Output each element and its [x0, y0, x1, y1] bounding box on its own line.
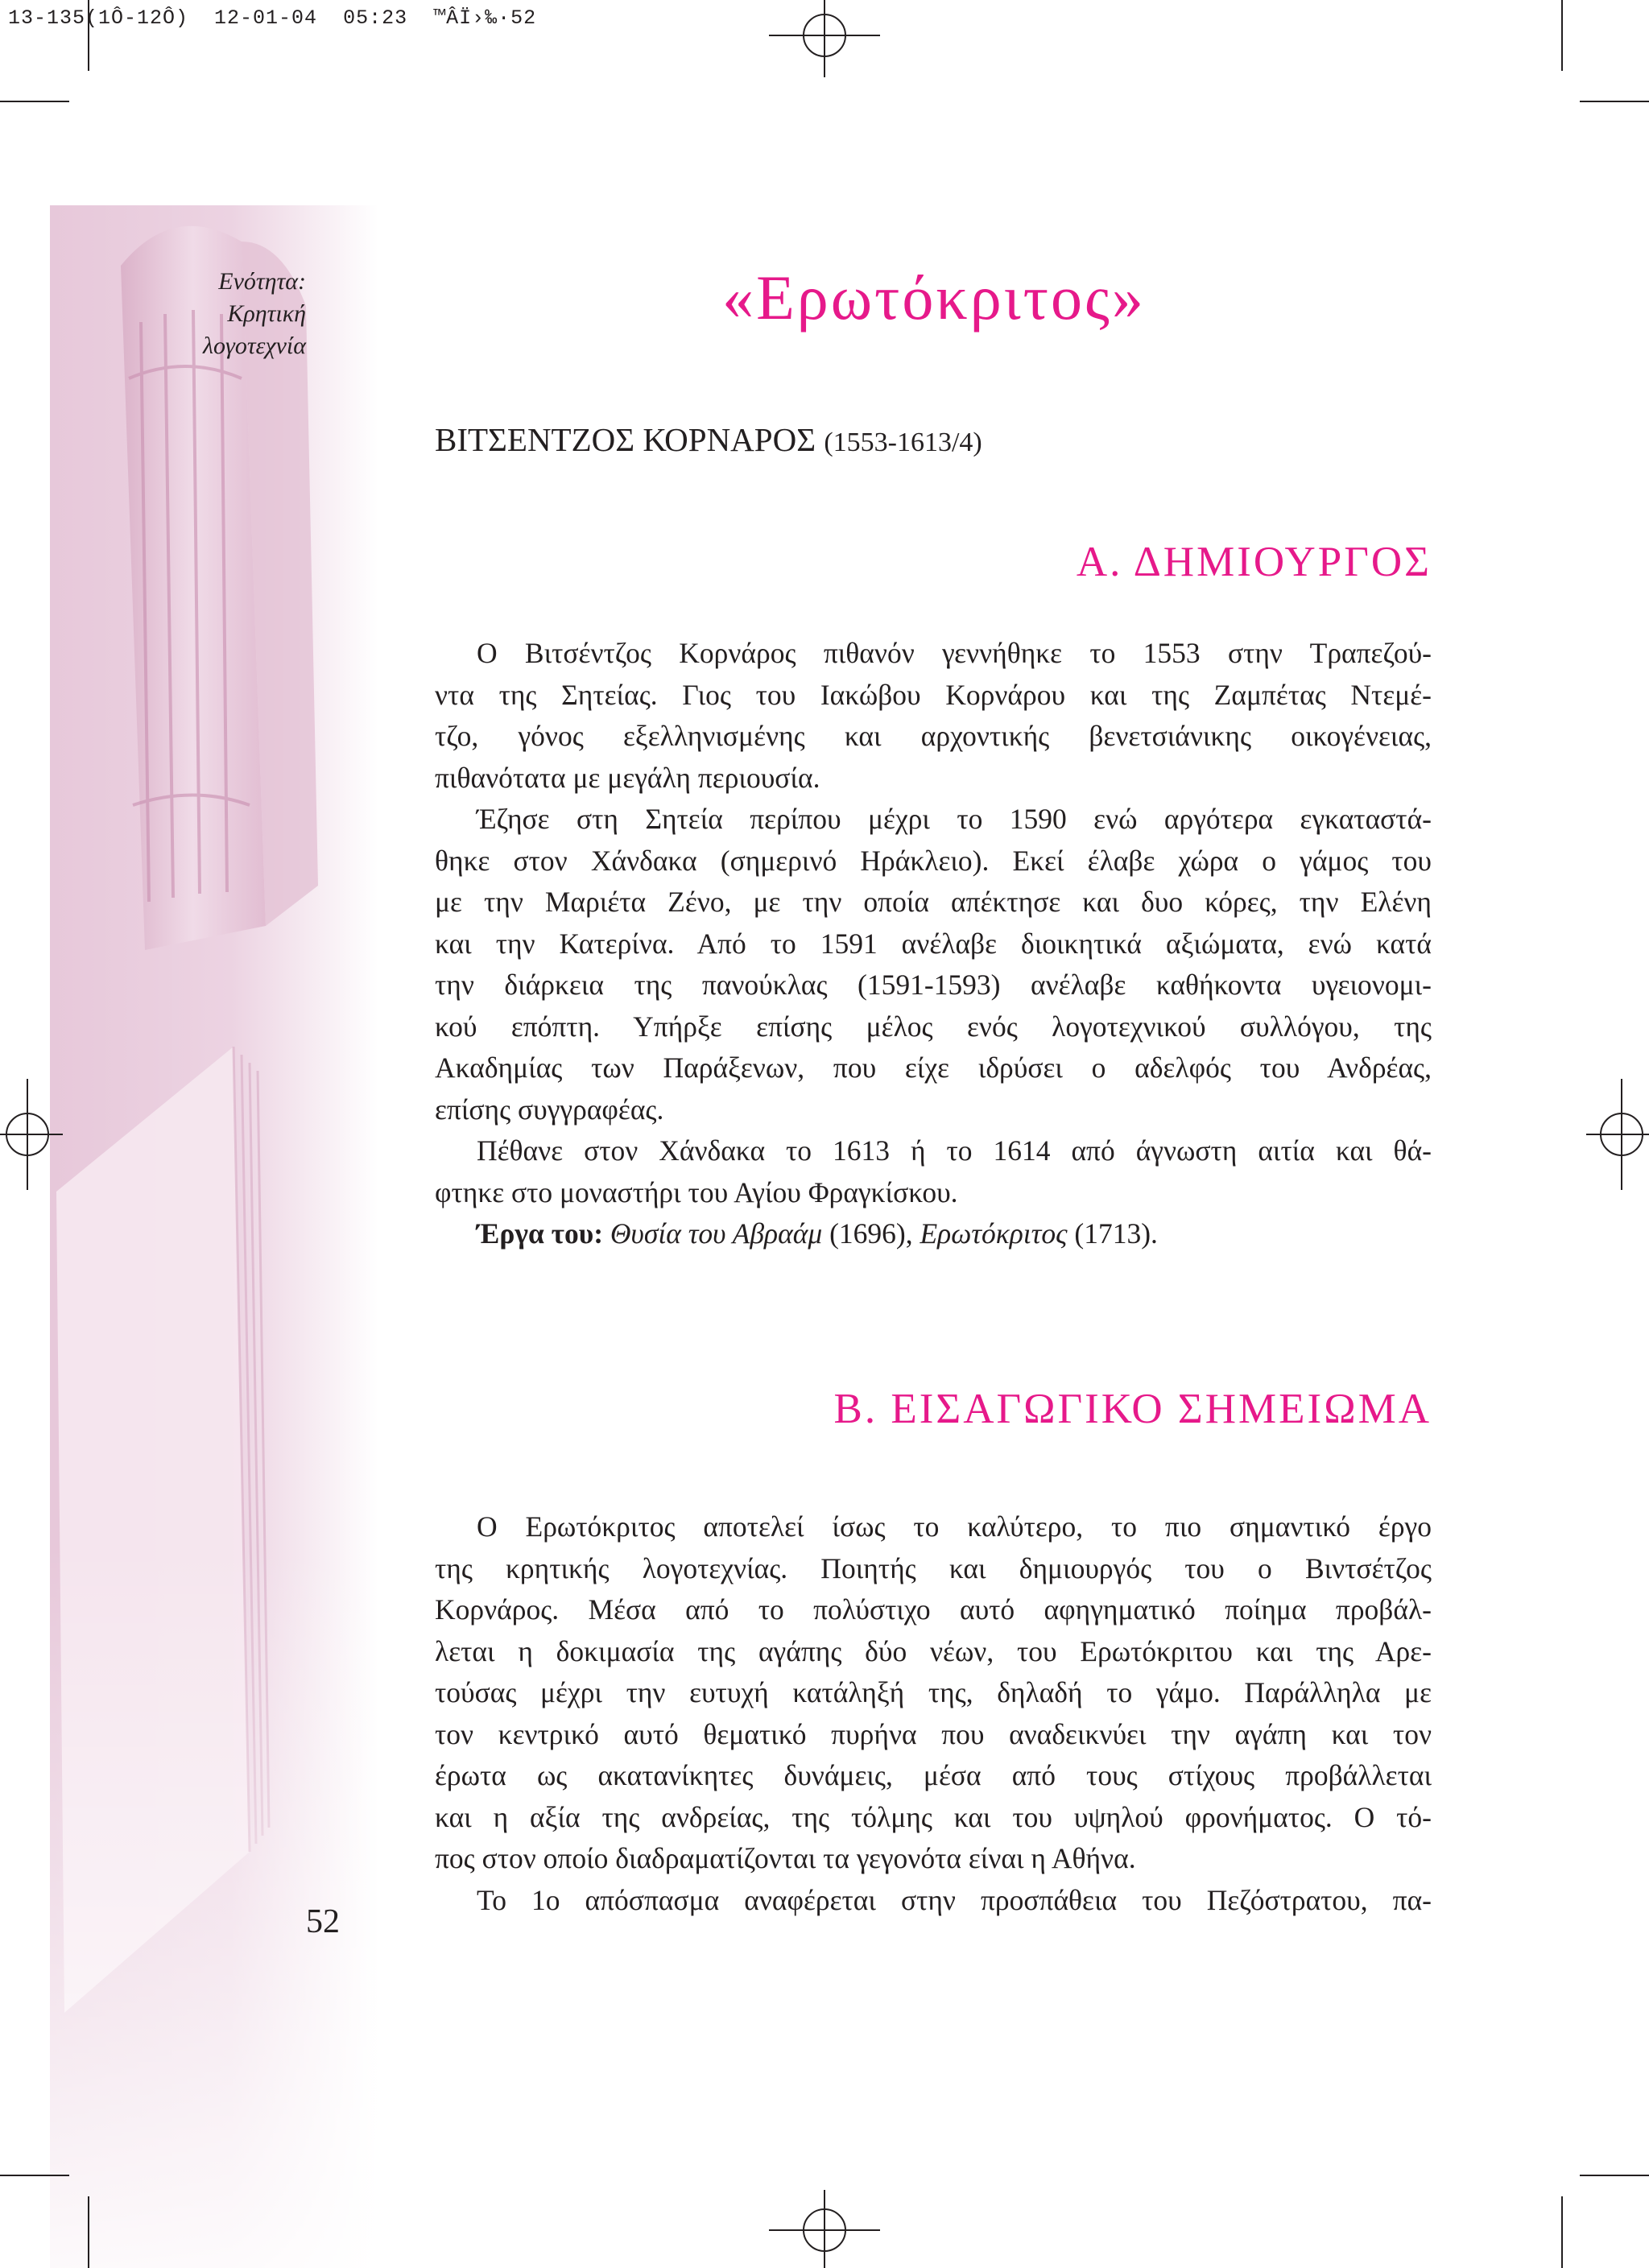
text-line: και η αξία της ανδρείας, της τόλμης και του υψηλού φρονήματος. Ο τό-	[435, 1800, 1432, 1833]
paragraph	[435, 1130, 1432, 1172]
text-line: θηκε στον Χάνδακα (σημερινό Ηράκλειο). Εκεί έλαβε χώρα ο γάμος του	[435, 844, 1432, 877]
section-a-heading: Α. ΔΗΜΙΟΥΡΓΟΣ	[1076, 539, 1432, 585]
text-line: φτηκε στο μοναστήρι του Αγίου Φραγκίσκου.	[435, 1175, 958, 1208]
works-label: Έργα του:	[477, 1217, 604, 1250]
text-line: Έζησε στη Σητεία περίπου μέχρι το 1590 ενώ αργότερα εγκαταστά-	[477, 803, 1432, 835]
text-line: πος στον οποίο διαδραματίζονται τα γεγονότα είναι η Αθήνα.	[435, 1842, 1136, 1874]
text-line: επίσης συγγραφέας.	[435, 1093, 664, 1126]
paragraph-end	[435, 1838, 1432, 1880]
work-title: Θυσία του Αβραάμ	[610, 1217, 823, 1250]
paragraph	[435, 1880, 1432, 1922]
print-slug: 13-135(1Ô-12Ô) 12-01-04 05:23 ™ÂÏ›‰·52	[8, 6, 537, 30]
work-title: Ερωτόκριτος	[920, 1217, 1068, 1250]
work-year: (1713).	[1067, 1217, 1158, 1250]
text-line: Το 1ο απόσπασμα αναφέρεται στην προσπάθεια του Πεζόστρατου, πα-	[477, 1883, 1432, 1916]
page-number: 52	[306, 1903, 340, 1940]
text-line: τον κεντρικό αυτό θεματικό πυρήνα που αναδεικνύει την αγάπη και τον	[435, 1717, 1432, 1750]
text-line: με την Μαριέτα Ζένο, με την οποία απέκτησε και δυο κόρες, την Ελένη	[435, 886, 1432, 918]
paragraph-end	[435, 758, 1432, 799]
page-title: «Ερωτόκριτος»	[722, 262, 1146, 333]
text-line: Ο Ερωτόκριτος αποτελεί ίσως το καλύτερο, το πιο σημαντικό έργο	[477, 1510, 1432, 1543]
text-line: Ακαδημίας των Παράξενων, που είχε ιδρύσει ο αδελφός του Ανδρέας,	[435, 1051, 1432, 1084]
section-label-line: Ενότητα:	[218, 268, 306, 295]
text-line: την διάρκεια της πανούκλας (1591-1593) ανέλαβε καθήκοντα υγειονομι-	[435, 969, 1432, 1001]
text-line: Ο Βιτσέντζος Κορνάρος πιθανόν γεννήθηκε το 1553 στην Τραπεζού-	[477, 637, 1432, 669]
text-line: ντα της Σητείας. Γιος του Ιακώβου Κορνάρου και της Ζαμπέτας Ντεμέ-	[435, 678, 1432, 711]
text-line: πιθανότατα με μεγάλη περιουσία.	[435, 761, 820, 794]
paragraph-end	[435, 1172, 1432, 1214]
text-line: κού επόπτη. Υπήρξε επίσης μέλος ενός λογοτεχνικού συλλόγου, της	[435, 1010, 1432, 1043]
text-line: της κρητικής λογοτεχνίας. Ποιητής και δημιουργός του ο Βιντσέτζος	[435, 1551, 1432, 1584]
work-year: (1696),	[822, 1217, 920, 1250]
paragraph	[435, 799, 1432, 1089]
section-b-heading: Β. ΕΙΣΑΓΩΓΙΚΟ ΣΗΜΕΙΩΜΑ	[833, 1386, 1432, 1432]
text-line: τζο, γόνος εξελληνισμένης και αρχοντικής βενετσιάνικης οικογένειας,	[435, 720, 1432, 752]
paragraph	[435, 1506, 1432, 1838]
section-a-body	[435, 633, 1432, 1255]
section-label-line: Κρητική	[227, 300, 306, 327]
author-name: ΒΙΤΣΕΝΤΖΟΣ ΚΟΡΝΑΡΟΣ	[435, 421, 816, 458]
section-label	[153, 266, 306, 362]
text-line: Κορνάρος. Μέσα από το πολύστιχο αυτό αφηγηματικό ποίημα προβάλ-	[435, 1593, 1432, 1626]
text-line: λεται η δοκιμασία της αγάπης δύο νέων, του Ερωτόκριτου και της Αρε-	[435, 1634, 1432, 1667]
section-b-body	[435, 1506, 1432, 1921]
author-dates: (1553-1613/4)	[824, 428, 982, 457]
section-label-line: λογοτεχνία	[203, 333, 306, 359]
paragraph	[435, 633, 1432, 758]
text-line: έρωτα ως ακατανίκητες δυνάμεις, μέσα από τους στίχους προβάλλεται	[435, 1759, 1432, 1791]
text-line: και την Κατερίνα. Από το 1591 ανέλαβε διοικητικά αξιώματα, ενώ κατά	[435, 927, 1432, 960]
paragraph-end	[435, 1089, 1432, 1131]
text-line: Πέθανε στον Χάνδακα το 1613 ή το 1614 από άγνωστη αιτία και θά-	[477, 1134, 1432, 1167]
text-line: τούσας μέχρι την ευτυχή κατάληξή της, δηλαδή το γάμο. Παράλληλα με	[435, 1676, 1432, 1708]
author-line	[435, 420, 982, 459]
works-line	[435, 1213, 1432, 1255]
